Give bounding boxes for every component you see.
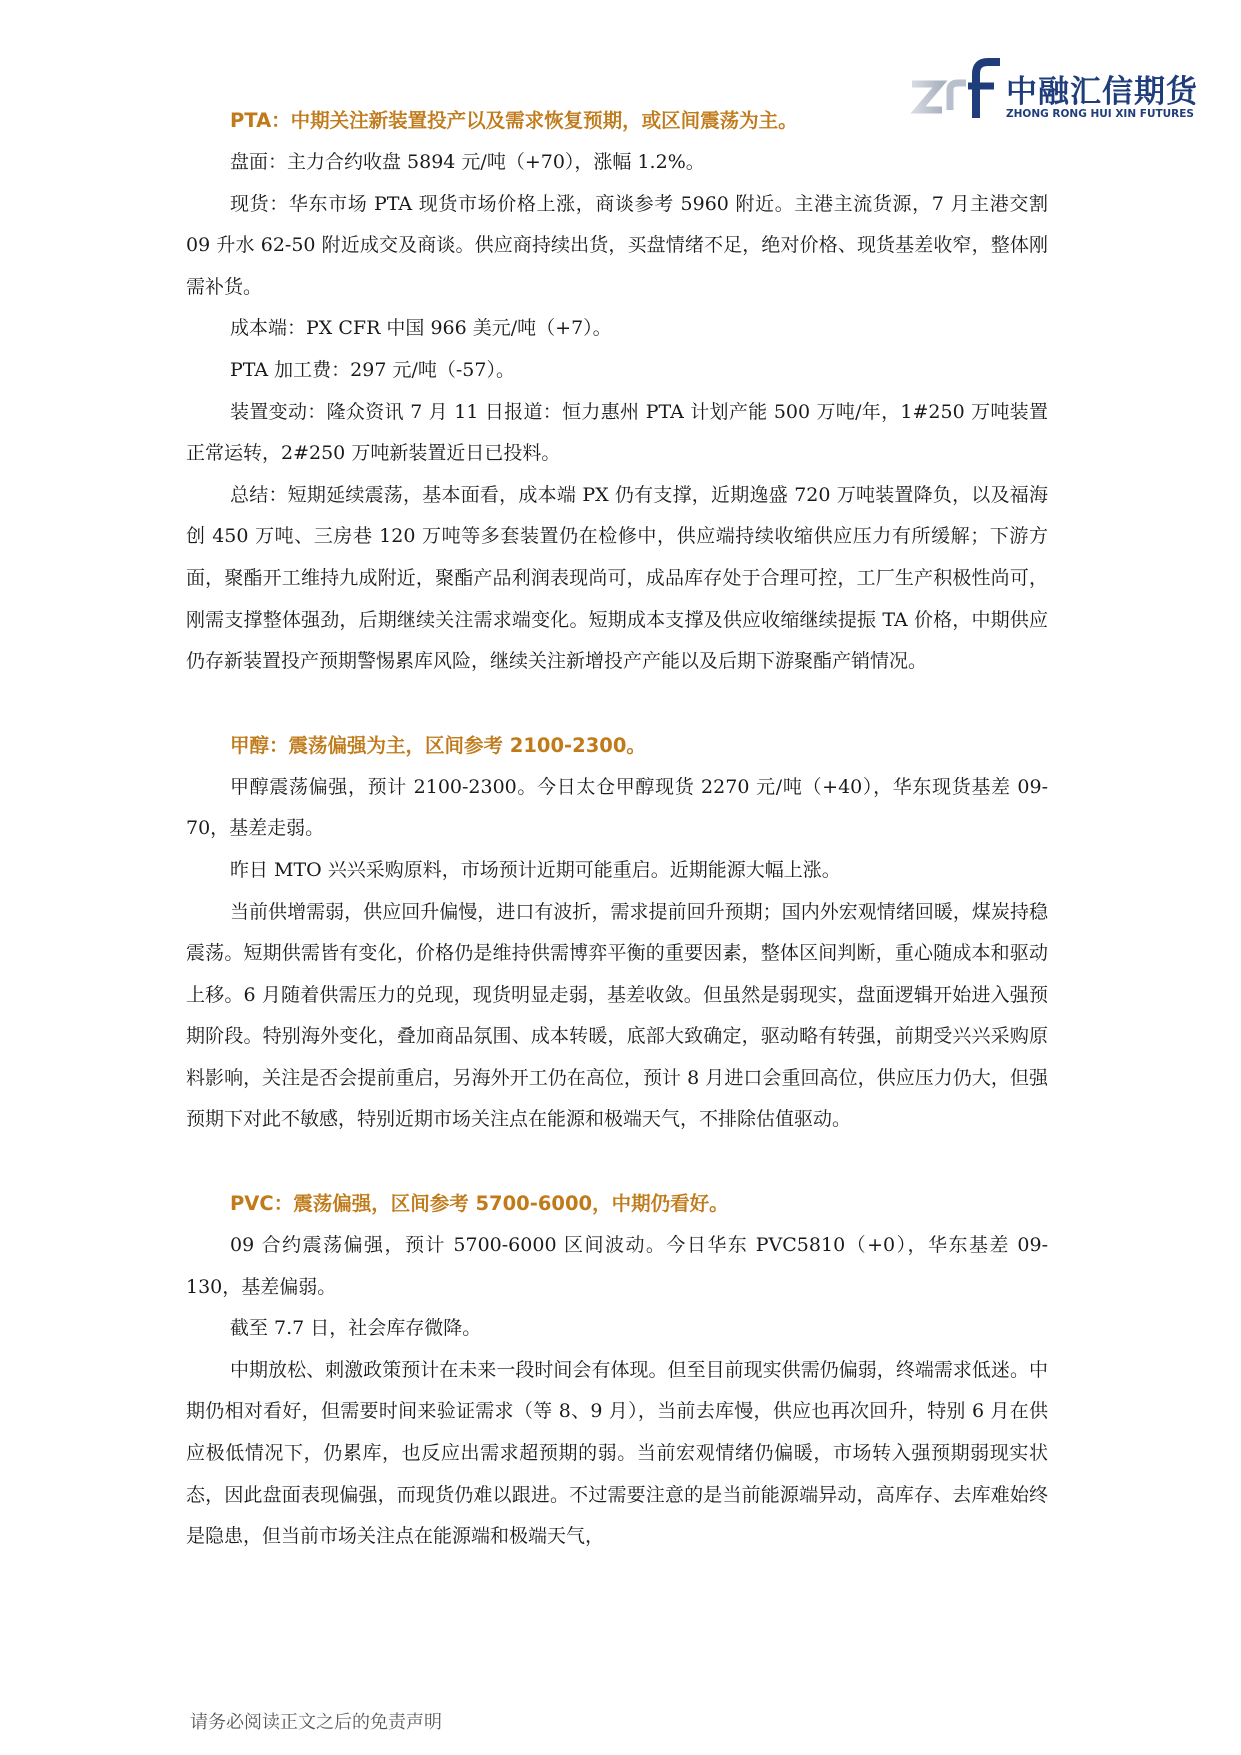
paragraph: 09 合约震荡偏强，预计 5700-6000 区间波动。今日华东 PVC5810（+0），华东基差 09-130，基差偏弱。 (186, 1234, 1048, 1298)
section-heading: PVC：震荡偏强，区间参考 5700-6000，中期仍看好。 (230, 1192, 729, 1216)
paragraph: PTA 加工费：297 元/吨（-57）。 (230, 358, 515, 381)
paragraph: 盘面：主力合约收盘 5894 元/吨（+70），涨幅 1.2%。 (230, 151, 705, 173)
paragraph: 昨日 MTO 兴兴采购原料，市场预计近期可能重启。近期能源大幅上涨。 (230, 858, 841, 881)
company-name-cn: 中融汇信期货 (1006, 74, 1198, 110)
paragraph: 甲醇震荡偏强，预计 2100-2300。今日太仓甲醇现货 2270 元/吨（+40），华东现货基差 09-70，基差走弱。 (186, 775, 1048, 840)
company-name-en: ZHONG RONG HUI XIN FUTURES (1006, 108, 1194, 120)
section-pta (186, 100, 1048, 683)
disclaimer-footer: 请务必阅读正文之后的免责声明 (190, 1712, 442, 1733)
section-heading: 甲醇：震荡偏强为主，区间参考 2100-2300。 (230, 733, 646, 757)
paragraph: 中期放松、刺激政策预计在未来一段时间会有体现。但至目前现实供需仍偏弱，终端需求低迷。中期仍相对看好，但需要时间来验证需求（等 8、9 月），当前去库慢，供应也再次回升，特别 6 月在供应极低情况下，仍累库，也反应出需求超预期的弱。当前宏观情绪仍偏暖，市场转入强预期弱现实状态，因此盘面表现偏强，而现货仍难以跟进。不过需要注意的是当前能源端异动，高库存、去库难始终是隐患，但当前市场关注点在能源端和极端天气， (186, 1358, 1048, 1548)
report-body (186, 100, 1048, 1558)
section-spacer (186, 683, 1048, 725)
section-methanol (186, 725, 1048, 1141)
paragraph: 装置变动：隆众资讯 7 月 11 日报道：恒力惠州 PTA 计划产能 500 万吨/年，1#250 万吨装置正常运转，2#250 万吨新装置近日已投料。 (186, 400, 1048, 465)
section-heading: PTA：中期关注新装置投产以及需求恢复预期，或区间震荡为主。 (230, 109, 798, 132)
paragraph: 当前供增需弱，供应回升偏慢，进口有波折，需求提前回升预期；国内外宏观情绪回暖，煤炭持稳震荡。短期供需皆有变化，价格仍是维持供需博弈平衡的重要因素，整体区间判断，重心随成本和驱动上移。6 月随着供需压力的兑现，现货明显走弱，基差收敛。但虽然是弱现实，盘面逻辑开始进入强预期阶段。特别海外变化，叠加商品氛围、成本转暖，底部大致确定，驱动略有转强，前期受兴兴采购原料影响，关注是否会提前重启，另海外开工仍在高位，预计 8 月进口会重回高位，供应压力仍大，但强预期下对此不敏感，特别近期市场关注点在能源和极端天气，不排除估值驱动。 (186, 900, 1048, 1131)
paragraph: 现货：华东市场 PTA 现货市场价格上涨，商谈参考 5960 附近。主港主流货源，7 月主港交割 09 升水 62-50 附近成交及商谈。供应商持续出货，买盘情绪不足，绝对价格、现货基差收窄，整体刚需补货。 (186, 192, 1048, 298)
paragraph: 成本端：PX CFR 中国 966 美元/吨（+7）。 (230, 317, 612, 340)
paragraph: 截至 7.7 日，社会库存微降。 (230, 1317, 482, 1340)
section-pvc (186, 1183, 1048, 1558)
paragraph: 总结：短期延续震荡，基本面看，成本端 PX 仍有支撑，近期逸盛 720 万吨装置降负，以及福海创 450 万吨、三房巷 120 万吨等多套装置仍在检修中，供应端持续收缩供应压力有所缓解；下游方面，聚酯开工维持九成附近，聚酯产品利润表现尚可，成品库存处于合理可控，工厂生产积极性尚可，刚需支撑整体强劲，后期继续关注需求端变化。短期成本支撑及供应收缩继续提振 TA 价格，中期供应仍存新装置投产预期警惕累库风险，继续关注新增投产产能以及后期下游聚酯产销情况。 (186, 483, 1048, 673)
section-spacer (186, 1141, 1048, 1183)
